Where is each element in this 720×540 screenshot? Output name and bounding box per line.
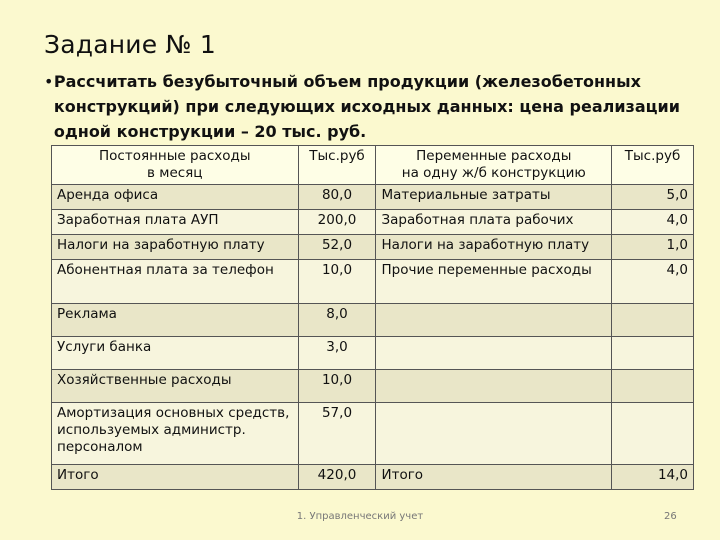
fixed-cost-value: 3,0 xyxy=(298,337,376,370)
variable-cost-value: 5,0 xyxy=(612,185,694,210)
variable-cost-value: 4,0 xyxy=(612,260,694,304)
variable-cost-name xyxy=(376,403,612,465)
task-bullet xyxy=(44,69,684,144)
variable-cost-name xyxy=(376,370,612,403)
variable-total-value: 14,0 xyxy=(612,465,694,490)
fixed-cost-name: Амортизация основных средств, используемых администр. персоналом xyxy=(52,403,299,465)
fixed-cost-value: 8,0 xyxy=(298,304,376,337)
fixed-total-label: Итого xyxy=(52,465,299,490)
variable-cost-name: Заработная плата рабочих xyxy=(376,210,612,235)
fixed-cost-value: 10,0 xyxy=(298,260,376,304)
page-number: 26 xyxy=(664,511,677,522)
table-total-row xyxy=(52,465,694,490)
fixed-cost-name: Хозяйственные расходы xyxy=(52,370,299,403)
footer-section-title: 1. Управленческий учет xyxy=(296,511,424,522)
fixed-cost-value: 10,0 xyxy=(298,370,376,403)
fixed-cost-name: Абонентная плата за телефон xyxy=(52,260,299,304)
fixed-total-value: 420,0 xyxy=(298,465,376,490)
variable-cost-value xyxy=(612,337,694,370)
cost-table xyxy=(51,145,694,490)
table-row xyxy=(52,185,694,210)
fixed-cost-value: 57,0 xyxy=(298,403,376,465)
table-row xyxy=(52,210,694,235)
variable-cost-value xyxy=(612,370,694,403)
fixed-cost-value: 80,0 xyxy=(298,185,376,210)
fixed-cost-value: 52,0 xyxy=(298,235,376,260)
header-fixed-costs: Постоянные расходы в месяц xyxy=(52,146,299,185)
variable-cost-name xyxy=(376,337,612,370)
header-variable-unit: Тыс.руб xyxy=(612,146,694,185)
task-text: Рассчитать безубыточный объем продукции (железобетонных конструкций) при следующих исходных данных: цена реализации одной конструкции – 20 тыс. руб. xyxy=(53,72,680,141)
header-fixed-unit: Тыс.руб xyxy=(298,146,376,185)
variable-cost-value: 1,0 xyxy=(612,235,694,260)
fixed-cost-name: Реклама xyxy=(52,304,299,337)
variable-cost-name: Налоги на заработную плату xyxy=(376,235,612,260)
variable-cost-value: 4,0 xyxy=(612,210,694,235)
fixed-cost-name: Аренда офиса xyxy=(52,185,299,210)
variable-cost-name: Материальные затраты xyxy=(376,185,612,210)
variable-cost-value xyxy=(612,304,694,337)
fixed-cost-value: 200,0 xyxy=(298,210,376,235)
bullet-marker: • xyxy=(44,72,54,91)
slide-title: Задание № 1 xyxy=(44,30,216,59)
table-row xyxy=(52,403,694,465)
table-row xyxy=(52,337,694,370)
variable-cost-name: Прочие переменные расходы xyxy=(376,260,612,304)
table-row xyxy=(52,370,694,403)
fixed-cost-name: Налоги на заработную плату xyxy=(52,235,299,260)
variable-cost-name xyxy=(376,304,612,337)
variable-cost-value xyxy=(612,403,694,465)
table-header-row xyxy=(52,146,694,185)
table-row xyxy=(52,260,694,304)
table-row xyxy=(52,304,694,337)
fixed-cost-name: Услуги банка xyxy=(52,337,299,370)
fixed-cost-name: Заработная плата АУП xyxy=(52,210,299,235)
header-variable-costs: Переменные расходы на одну ж/б конструкцию xyxy=(376,146,612,185)
table-row xyxy=(52,235,694,260)
variable-total-label: Итого xyxy=(376,465,612,490)
